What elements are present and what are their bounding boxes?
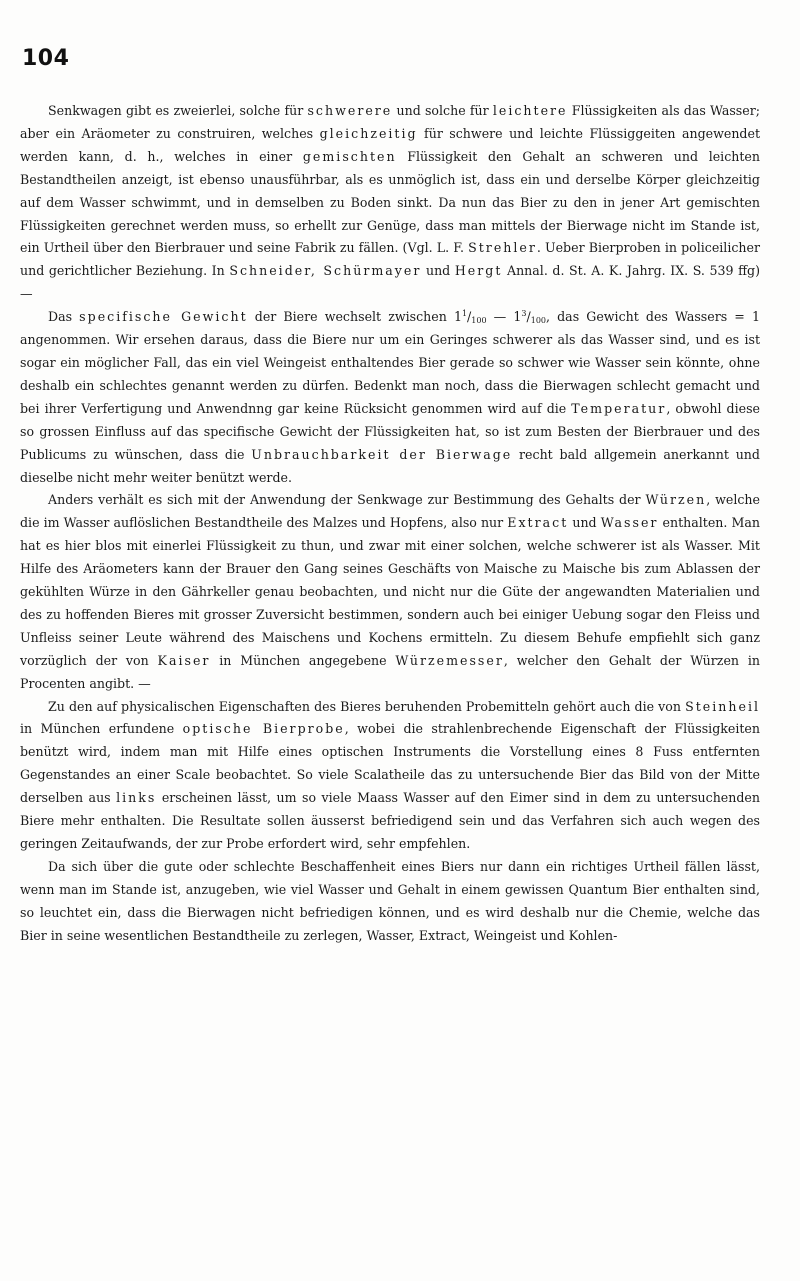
text-run: Das: [48, 309, 80, 325]
spaced-emphasis: specifische Gewicht: [79, 309, 248, 325]
spaced-emphasis: Wasser: [600, 515, 659, 531]
text-run: . Ueber Bierproben in policeilicher und gerichtlicher Beziehung. In: [20, 240, 761, 279]
text-run: Anders verhält es sich mit der Anwendung der Senkwage zur Bestimmung des Gehalts der: [48, 492, 646, 508]
paragraph: [20, 696, 760, 856]
text-run: Da sich über die gute oder schlechte Beschaffenheit eines Biers nur dann ein richtiges Urtheil fällen lässt, wenn man im Stande ist, anzugeben, wie viel Wasser und Gehalt in einem gewissen Quantum Bier enthalten sind, so leuchtet ein, dass die Bierwagen nicht befriedigen können, und es wird deshalb nur die Chemie, welche das Bier in seine wesentlichen Bestandtheile zu zerlegen, Wasser, Extract, Weingeist und Kohlen-: [20, 858, 760, 943]
text-run: /: [526, 309, 531, 325]
text-run: und solche für: [392, 103, 493, 118]
text-run: und: [421, 263, 455, 279]
spaced-emphasis: Strehler: [468, 240, 537, 256]
spaced-emphasis: Kaiser: [157, 652, 211, 668]
superscript: 3: [521, 309, 527, 319]
text-run: , das Gewicht des Wassers = 1 angenommen. Wir ersehen daraus, dass die Biere nur um ein Geringes schwerer als das Wasser sind, und es ist sogar ein möglicher Fall, das ein viel Weingeist enthaltendes Bier gerade so schwer wie Wasser sein könnte, ohne deshalb ein schlechtes genannt werden zu dürfen. Bedenkt man noch, dass die Bierwagen schlecht gemacht und bei ihrer Verfertigung und Anwendnng gar keine Rücksicht genommen wird auf die: [20, 309, 760, 416]
text-run: und: [568, 515, 601, 531]
spaced-emphasis: gleichzeitig: [319, 125, 418, 141]
text-run: der Biere wechselt zwischen 1: [247, 309, 462, 325]
paragraph: [20, 856, 760, 948]
spaced-emphasis: Steinheil: [685, 698, 760, 714]
spaced-emphasis: schwerere: [307, 103, 393, 118]
subscript: 100: [471, 316, 487, 326]
text-run: , wobei die strahlenbrechende Eigenschaft der Flüssigkeiten benützt wird, indem man mit Hilfe eines optischen Instruments die Vorstellung eines 8 Fuss entfernten Gegenstandes an einer Scale beobachtet. So viele Scalatheile das zu untersuchende Bier das Bild von der Mitte derselben aus: [20, 721, 760, 806]
paragraph: [20, 100, 760, 306]
spaced-emphasis: Würzen: [645, 492, 707, 508]
spaced-emphasis: leichtere: [492, 103, 568, 118]
text-run: Senkwagen gibt es zweierlei, solche für: [48, 103, 308, 118]
text-run: Flüssigkeit den Gehalt an schweren und leichten Bestandtheilen anzeigt, ist ebenso unausführbar, als es unmöglich ist, dass ein und derselbe Körper gleichzeitig auf dem Wasser schwimmt, und in demselben zu Boden sinkt. Da nun das Bier zu den in jener Art gemischten Flüssigkeiten gerechnet werden muss, so erhellt zur Genüge, dass man mittels der Bierwage nicht im Stande ist, ein Urtheil über den Bierbrauer und seine Fabrik zu fällen. (Vgl. L. F.: [20, 148, 760, 256]
text-run: , obwohl diese so grossen Einfluss auf das specifische Gewicht der Flüssigkeiten hat, so ist zum Besten der Bierbrauer und des Publicums zu wünschen, dass die: [20, 400, 760, 462]
text-run: /: [467, 309, 472, 325]
spaced-emphasis: links: [116, 790, 157, 806]
paragraph: [20, 306, 760, 489]
spaced-emphasis: gemischten: [302, 148, 397, 164]
spaced-emphasis: Schneider, Schürmayer: [229, 263, 422, 279]
paragraph: [20, 489, 760, 695]
text-run: in München erfundene: [20, 721, 183, 737]
subscript: 100: [530, 316, 547, 326]
text-run: Flüssigkeiten als das Wasser; aber ein Aräometer zu construiren, welches: [20, 103, 760, 141]
text-run: — 1: [486, 309, 522, 325]
body-text: [20, 100, 760, 948]
text-run: Annal. d. St. A. K. Jahrg. IX. S. 539 ffg) —: [20, 263, 760, 302]
text-run: Zu den auf physicalischen Eigenschaften des Bieres beruhenden Probemitteln gehört auch die von: [48, 698, 686, 714]
text-run: , welcher den Gehalt der Würzen in Procenten angibt. —: [20, 652, 760, 691]
text-run: erscheinen lässt, um so viele Maass Wasser auf den Eimer sind in dem zu untersuchenden Biere mehr enthalten. Die Resultate sollen äusserst befriedigend sein und das Verfahren sich auch wegen des geringen Zeitaufwands, der zur Probe erfordert wird, sehr empfehlen.: [20, 790, 760, 851]
spaced-emphasis: Temperatur: [571, 400, 667, 416]
spaced-emphasis: Hergt: [454, 263, 503, 279]
spaced-emphasis: Extract: [507, 515, 569, 531]
text-run: enthalten. Man hat es hier blos mit einerlei Flüssigkeit zu thun, und zwar mit einer solchen, welche schwerer ist als Wasser. Mit Hilfe des Aräometers kann der Brauer den Gang seines Geschäfts von Maische zu Maische bis zum Ablassen der gekühlten Würze in den Gährkeller genau beobachten, und nicht nur die Güte der angewandten Materialien und des zu hoffenden Bieres mit grosser Zuversicht bestimmen, sondern auch bei einiger Uebung sogar den Fleiss und Unfleiss seiner Leute während des Maischens und Kochens ermitteln. Zu diesem Behufe empfiehlt sich ganz vorzüglich der von: [20, 515, 760, 668]
text-run: für schwere und leichte Flüssiggeiten angewendet werden kann, d. h., welches in einer: [20, 125, 760, 164]
text-run: , welche die im Wasser auflöslichen Bestandtheile des Malzes und Hopfens, also nur: [20, 492, 760, 531]
page-number: 104: [22, 46, 70, 71]
text-run: in München angegebene: [210, 652, 396, 668]
spaced-emphasis: Würzemesser: [395, 652, 504, 668]
spaced-emphasis: optische Bierprobe: [182, 721, 345, 737]
text-run: recht bald allgemein anerkannt und dieselbe nicht mehr weiter benützt werde.: [20, 446, 760, 485]
spaced-emphasis: Unbrauchbarkeit der Bierwage: [251, 446, 513, 462]
superscript: 1: [461, 309, 468, 319]
